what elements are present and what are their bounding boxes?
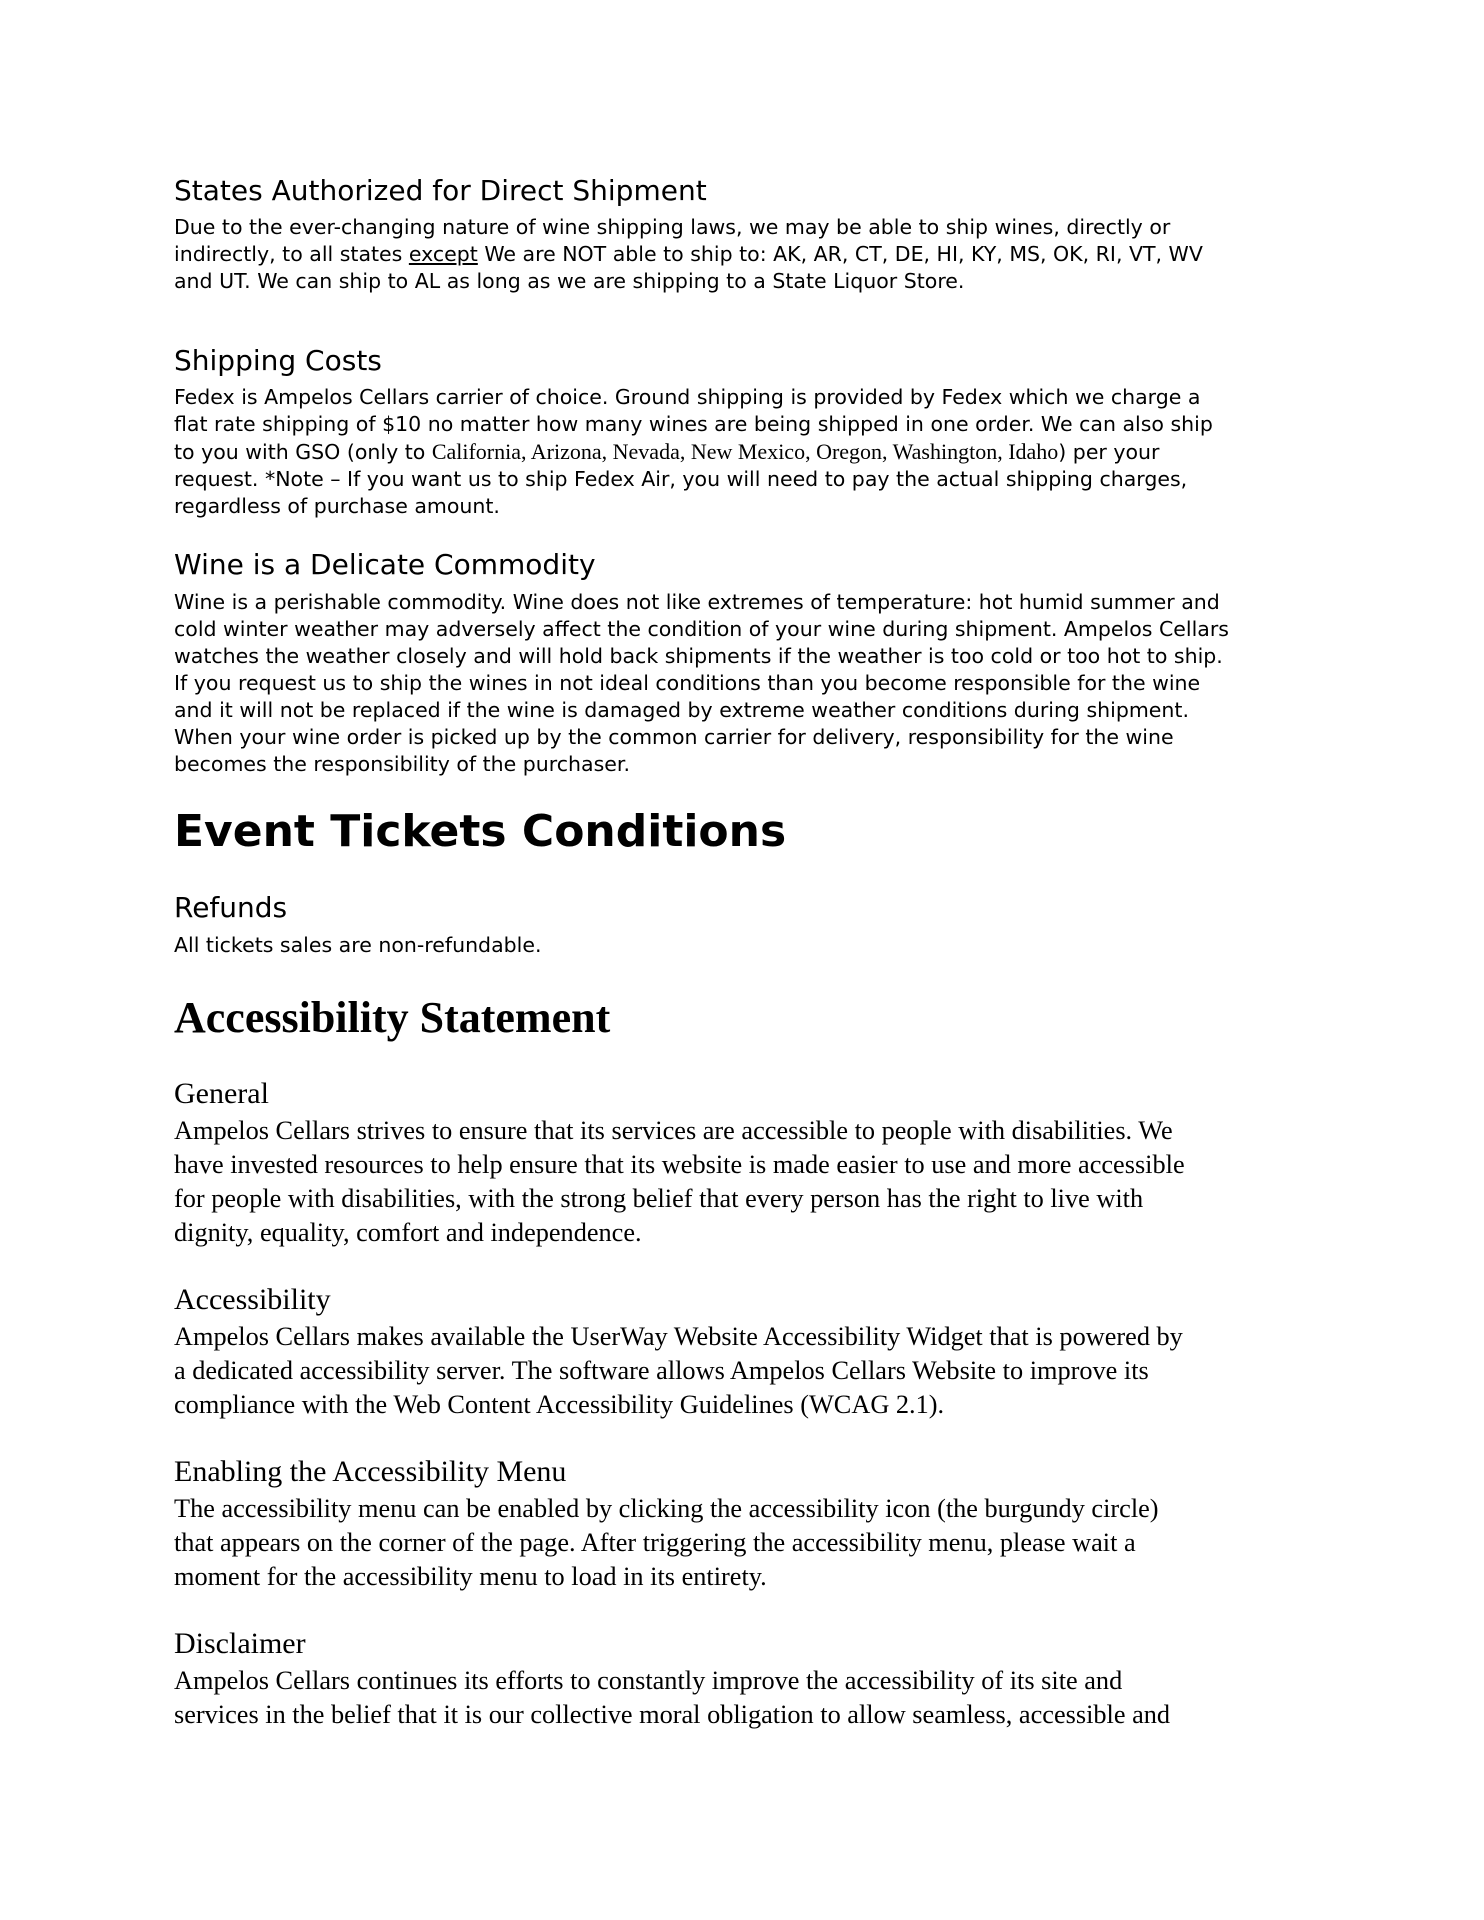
text-line: Due to the ever-changing nature of wine shipping laws, we may be able to ship wines, directly or bbox=[174, 215, 1171, 239]
enabling-menu-heading: Enabling the Accessibility Menu bbox=[174, 1455, 567, 1488]
text-line: Ampelos Cellars continues its efforts to constantly improve the accessibility of its site and bbox=[174, 1666, 1123, 1695]
text-line: for people with disabilities, with the strong belief that every person has the right to live with bbox=[174, 1184, 1144, 1213]
text-line: cold winter weather may adversely affect the condition of your wine during shipment. Ampelos Cellars bbox=[174, 617, 1229, 641]
text-line: moment for the accessibility menu to load in its entirety. bbox=[174, 1562, 767, 1591]
text-segment: We are NOT able to ship to: AK, AR, CT, DE, HI, KY, MS, OK, RI, VT, WV bbox=[477, 242, 1203, 266]
delicate-commodity-heading: Wine is a Delicate Commodity bbox=[174, 548, 596, 581]
refunds-heading: Refunds bbox=[174, 891, 288, 924]
text-segment: indirectly, to all states bbox=[174, 242, 409, 266]
text-line: services in the belief that it is our collective moral obligation to allow seamless, accessible and bbox=[174, 1700, 1171, 1729]
general-paragraph bbox=[174, 1114, 1185, 1250]
text-line bbox=[174, 438, 1213, 466]
accessibility-paragraph bbox=[174, 1320, 1183, 1422]
shipping-states-paragraph bbox=[174, 214, 1203, 295]
text-line: The accessibility menu can be enabled by clicking the accessibility icon (the burgundy circle) bbox=[174, 1494, 1159, 1523]
text-line: Wine is a perishable commodity. Wine does not like extremes of temperature: hot humid summer and bbox=[174, 590, 1220, 614]
text-line: flat rate shipping of $10 no matter how many wines are being shipped in one order. We can also ship bbox=[174, 412, 1213, 436]
except-underlined: except bbox=[408, 242, 478, 266]
shipping-states-heading: States Authorized for Direct Shipment bbox=[174, 174, 707, 207]
text-line bbox=[174, 241, 1203, 268]
enabling-menu-paragraph bbox=[174, 1492, 1159, 1594]
text-line: regardless of purchase amount. bbox=[174, 494, 500, 518]
text-line: a dedicated accessibility server. The software allows Ampelos Cellars Website to improve its bbox=[174, 1356, 1149, 1385]
text-segment: ) per your bbox=[1058, 440, 1160, 464]
disclaimer-paragraph bbox=[174, 1664, 1170, 1732]
text-line: Fedex is Ampelos Cellars carrier of choice. Ground shipping is provided by Fedex which we charge a bbox=[174, 385, 1201, 409]
text-line: dignity, equality, comfort and independence. bbox=[174, 1218, 642, 1247]
text-line: If you request us to ship the wines in not ideal conditions than you become responsible for the wine bbox=[174, 671, 1201, 695]
text-line: and it will not be replaced if the wine is damaged by extreme weather conditions during shipment. bbox=[174, 698, 1189, 722]
text-line: and UT. We can ship to AL as long as we are shipping to a State Liquor Store. bbox=[174, 269, 965, 293]
delicate-commodity-paragraph bbox=[174, 589, 1229, 778]
disclaimer-heading: Disclaimer bbox=[174, 1627, 306, 1660]
text-line: becomes the responsibility of the purchaser. bbox=[174, 752, 630, 776]
shipping-costs-paragraph bbox=[174, 384, 1213, 520]
text-line: compliance with the Web Content Accessibility Guidelines (WCAG 2.1). bbox=[174, 1390, 945, 1419]
accessibility-statement-heading: Accessibility Statement bbox=[174, 993, 611, 1042]
accessibility-subheading: Accessibility bbox=[174, 1283, 331, 1316]
text-line: that appears on the corner of the page. After triggering the accessibility menu, please wait a bbox=[174, 1528, 1136, 1557]
refunds-text: All tickets sales are non-refundable. bbox=[174, 933, 542, 957]
general-heading: General bbox=[174, 1077, 269, 1110]
text-line: When your wine order is picked up by the common carrier for delivery, responsibility for the wine bbox=[174, 725, 1174, 749]
text-line: request. *Note – If you want us to ship Fedex Air, you will need to pay the actual shipping charges, bbox=[174, 467, 1188, 491]
text-line: Ampelos Cellars strives to ensure that its services are accessible to people with disabilities. We bbox=[174, 1116, 1173, 1145]
text-line: Ampelos Cellars makes available the UserWay Website Accessibility Widget that is powered by bbox=[174, 1322, 1183, 1351]
text-line: have invested resources to help ensure that its website is made easier to use and more accessible bbox=[174, 1150, 1185, 1179]
event-tickets-heading: Event Tickets Conditions bbox=[174, 806, 787, 857]
shipping-costs-heading: Shipping Costs bbox=[174, 344, 382, 377]
gso-states-list: California, Arizona, Nevada, New Mexico, Oregon, Washington, Idaho bbox=[431, 439, 1059, 464]
text-segment: to you with GSO (only to bbox=[174, 440, 432, 464]
text-line: watches the weather closely and will hold back shipments if the weather is too cold or too hot to ship. bbox=[174, 644, 1223, 668]
